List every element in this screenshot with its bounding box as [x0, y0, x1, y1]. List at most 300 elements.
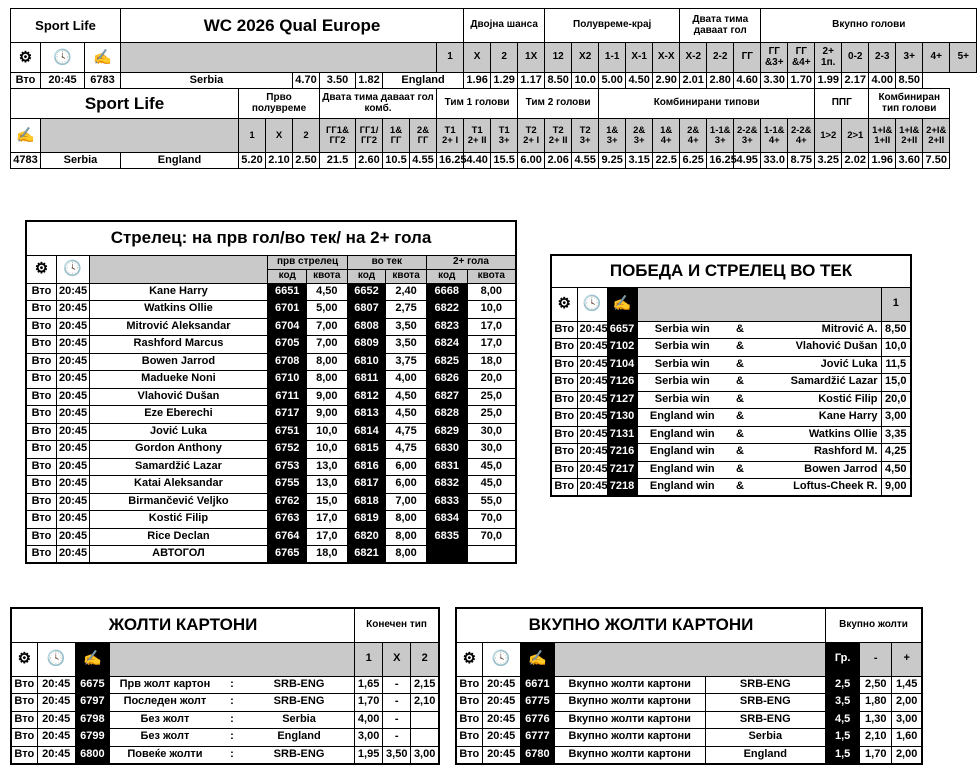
- odds-cell[interactable]: 4.50: [626, 73, 653, 89]
- code-cell: 7216: [607, 444, 637, 462]
- odds-cell[interactable]: 15.5: [491, 153, 518, 169]
- gear-icon: ⚙: [11, 642, 37, 676]
- odds-cell[interactable]: 30,0: [467, 423, 516, 441]
- win-scorer-row: [551, 374, 911, 392]
- separator: :: [220, 676, 244, 694]
- market-header: 2>1: [842, 119, 869, 153]
- day: Вто: [551, 391, 577, 409]
- odds-cell[interactable]: 8,00: [307, 353, 348, 371]
- day: Вто: [26, 318, 56, 336]
- odds-cell[interactable]: 25,0: [467, 388, 516, 406]
- col-x-header: X: [383, 642, 411, 676]
- code-cell: 6671: [520, 676, 554, 694]
- odds-cell[interactable]: 4.40: [464, 153, 491, 169]
- code-cell: 6832: [426, 476, 467, 494]
- odds-cell[interactable]: 1,65: [355, 676, 383, 694]
- ampersand: &: [727, 444, 753, 462]
- odds-cell[interactable]: 8,00: [467, 283, 516, 301]
- ampersand: &: [727, 356, 753, 374]
- market-header: 2-3: [869, 43, 896, 73]
- code-cell: 6775: [520, 694, 554, 712]
- odds-cell[interactable]: 10,0: [307, 441, 348, 459]
- day: Вто: [26, 441, 56, 459]
- odds-cell[interactable]: 4,75: [386, 423, 427, 441]
- code-cell: 6704: [268, 318, 307, 336]
- odds-cell[interactable]: 33.0: [761, 153, 788, 169]
- code-cell: 6818: [347, 493, 386, 511]
- odds-cell[interactable]: -: [383, 676, 411, 694]
- odds-cell[interactable]: [411, 711, 439, 729]
- code-cell: 6827: [426, 388, 467, 406]
- day: Вто: [11, 729, 37, 747]
- ampersand: &: [727, 391, 753, 409]
- player-name: АВТОГОЛ: [89, 546, 268, 564]
- odds-cell[interactable]: 4,75: [386, 441, 427, 459]
- odds-cell[interactable]: 8,00: [307, 371, 348, 389]
- match-name: SRB-ENG: [705, 711, 826, 729]
- yellow-cards-table: [10, 607, 440, 765]
- odds-cell[interactable]: 1,70: [355, 694, 383, 712]
- odds-cell[interactable]: 17,0: [467, 336, 516, 354]
- odds-cell[interactable]: 1.17: [518, 73, 545, 89]
- market-header: 2: [491, 43, 518, 73]
- market-name: Повеќе жолти: [109, 746, 220, 764]
- day: Вто: [26, 301, 56, 319]
- odds-cell[interactable]: 8,00: [386, 511, 427, 529]
- odds-cell[interactable]: [467, 546, 516, 564]
- odds-cell[interactable]: 10,0: [307, 423, 348, 441]
- market-header: 1-1: [599, 43, 626, 73]
- market-header: X: [464, 43, 491, 73]
- time: 20:45: [577, 426, 607, 444]
- odds-cell[interactable]: 3,35: [881, 426, 911, 444]
- day: Вто: [456, 676, 482, 694]
- time: 20:45: [56, 493, 89, 511]
- yellow-row: [11, 694, 439, 712]
- final-label: Конечен тип: [355, 608, 439, 642]
- gear-icon: ⚙: [26, 255, 56, 283]
- day: Вто: [26, 423, 56, 441]
- separator: :: [220, 729, 244, 747]
- odds-cell[interactable]: 6,00: [386, 458, 427, 476]
- scorer-row: [26, 528, 516, 546]
- day: Вто: [551, 339, 577, 357]
- clock-icon: 🕓: [577, 287, 607, 321]
- odds-cell[interactable]: 45,0: [467, 476, 516, 494]
- code-cell: 6811: [347, 371, 386, 389]
- odds-cell[interactable]: 3,50: [386, 336, 427, 354]
- odds-cell[interactable]: 1.96: [869, 153, 896, 169]
- odds-cell[interactable]: 3,00: [355, 729, 383, 747]
- market-header: 2: [293, 119, 320, 153]
- line-cell: 1,5: [826, 746, 860, 764]
- odds-cell[interactable]: 2.06: [545, 153, 572, 169]
- odds-cell[interactable]: 70,0: [467, 528, 516, 546]
- player-name: Rice Declan: [89, 528, 268, 546]
- odds-cell[interactable]: 1,70: [860, 746, 892, 764]
- code-cell: 6708: [268, 353, 307, 371]
- odds-cell[interactable]: 3.60: [896, 153, 923, 169]
- day: Вто: [11, 711, 37, 729]
- team-win: Serbia win: [637, 391, 727, 409]
- win-scorer-row: [551, 461, 911, 479]
- odds-cell[interactable]: 18,0: [307, 546, 348, 564]
- player-name: Kostić Filip: [89, 511, 268, 529]
- odds-cell[interactable]: 5,00: [307, 301, 348, 319]
- odds-cell[interactable]: 2.02: [842, 153, 869, 169]
- market-header: 2& ГГ: [410, 119, 437, 153]
- code-cell: 6813: [347, 406, 386, 424]
- match-name: England: [705, 746, 826, 764]
- scorer-row: [26, 371, 516, 389]
- market-header: Т2 2+ II: [545, 119, 572, 153]
- odds-cell[interactable]: 13,0: [307, 476, 348, 494]
- time: 20:45: [56, 528, 89, 546]
- odds-cell[interactable]: 6,00: [386, 476, 427, 494]
- team-win: Serbia win: [637, 356, 727, 374]
- market-header: 2-2& 4+: [788, 119, 815, 153]
- day: Вто: [551, 461, 577, 479]
- code-cell: 6809: [347, 336, 386, 354]
- odds-cell[interactable]: 55,0: [467, 493, 516, 511]
- match-code: 4783: [11, 153, 41, 169]
- market-header: 1+I& 2+II: [896, 119, 923, 153]
- market-name: Последен жолт: [109, 694, 220, 712]
- odds-cell[interactable]: 9,00: [881, 479, 911, 497]
- odds-cell[interactable]: 1.29: [491, 73, 518, 89]
- odds-cell[interactable]: 10.5: [383, 153, 410, 169]
- match-name: SRB-ENG: [705, 676, 826, 694]
- yellow-row: [11, 676, 439, 694]
- btts-header: Двата тима даваат гол: [680, 9, 761, 43]
- code-cell: [426, 546, 467, 564]
- odds-cell[interactable]: 17,0: [307, 528, 348, 546]
- market-header: 1-1& 4+: [761, 119, 788, 153]
- odds-cell[interactable]: 1,95: [355, 746, 383, 764]
- player-name: Gordon Anthony: [89, 441, 268, 459]
- pencil-icon: ✍: [11, 119, 41, 153]
- code-cell: 6821: [347, 546, 386, 564]
- pencil-icon: ✍: [75, 642, 109, 676]
- odds-cell[interactable]: 25,0: [467, 406, 516, 424]
- odds-cell[interactable]: 4,50: [307, 283, 348, 301]
- time: 20:45: [56, 371, 89, 389]
- total-goals-header: Вкупно голови: [761, 9, 977, 43]
- day: Вто: [456, 694, 482, 712]
- time: 20:45: [577, 479, 607, 497]
- market-header: 2+ 1п.: [815, 43, 842, 73]
- odds-cell[interactable]: 16.25: [437, 153, 464, 169]
- day: Вто: [26, 353, 56, 371]
- odds-cell[interactable]: 4.55: [410, 153, 437, 169]
- code-cell: 6752: [268, 441, 307, 459]
- time: 20:45: [56, 318, 89, 336]
- odds-cell[interactable]: 9.25: [599, 153, 626, 169]
- odds-cell[interactable]: 2,10: [411, 694, 439, 712]
- odds-cell[interactable]: 2,15: [411, 676, 439, 694]
- odds-cell[interactable]: 10,0: [881, 339, 911, 357]
- odds-cell[interactable]: 10,0: [467, 301, 516, 319]
- odds-cell[interactable]: 4,25: [881, 444, 911, 462]
- win-scorer-row: [551, 426, 911, 444]
- odds-cell[interactable]: 11,5: [881, 356, 911, 374]
- market-header: 0-2: [842, 43, 869, 73]
- odds-header: квота: [386, 269, 427, 283]
- code-cell: 6753: [268, 458, 307, 476]
- time: 20:45: [37, 711, 75, 729]
- odds-cell[interactable]: 4,00: [386, 371, 427, 389]
- odds-cell[interactable]: 3,00: [411, 746, 439, 764]
- market-header: 12: [545, 43, 572, 73]
- total-yellow-row: [456, 746, 922, 764]
- odds-cell[interactable]: 8,50: [881, 321, 911, 339]
- odds-cell[interactable]: 3.15: [626, 153, 653, 169]
- odds-cell[interactable]: -: [383, 729, 411, 747]
- group-col-header: Гр.: [826, 642, 860, 676]
- market-header: X: [266, 119, 293, 153]
- time: 20:45: [482, 746, 520, 764]
- code-cell: 6834: [426, 511, 467, 529]
- odds-cell[interactable]: 45,0: [467, 458, 516, 476]
- odds-cell[interactable]: 21.5: [320, 153, 356, 169]
- odds-cell[interactable]: 9,00: [307, 406, 348, 424]
- odds-cell[interactable]: 1,80: [860, 694, 892, 712]
- odds-cell[interactable]: 5.20: [239, 153, 266, 169]
- odds-cell[interactable]: 1.99: [815, 73, 842, 89]
- code-cell: 6657: [607, 321, 637, 339]
- first-scorer-header: прв стрелец: [268, 255, 347, 269]
- odds-cell[interactable]: 2,00: [892, 746, 922, 764]
- day: Вто: [26, 528, 56, 546]
- odds-cell[interactable]: 5.00: [599, 73, 626, 89]
- win-scorer-row: [551, 339, 911, 357]
- code-cell: 6652: [347, 283, 386, 301]
- line-cell: 4,5: [826, 711, 860, 729]
- ppg-header: ППГ: [815, 89, 869, 119]
- code-cell: 6830: [426, 441, 467, 459]
- odds-cell[interactable]: 2,10: [860, 729, 892, 747]
- odds-cell[interactable]: 4.70: [293, 73, 320, 89]
- odds-cell[interactable]: 17,0: [467, 318, 516, 336]
- odds-cell[interactable]: 1.82: [356, 73, 383, 89]
- win-scorer-title: ПОБЕДА И СТРЕЛЕЦ ВО ТЕК: [551, 255, 911, 287]
- odds-cell[interactable]: 18,0: [467, 353, 516, 371]
- odds-cell[interactable]: 4.00: [869, 73, 896, 89]
- scorer-row: [26, 283, 516, 301]
- odds-cell[interactable]: 2.50: [293, 153, 320, 169]
- scorer-row: [26, 546, 516, 564]
- code-cell: 7131: [607, 426, 637, 444]
- odds-cell[interactable]: 22.5: [653, 153, 680, 169]
- player-name: Samardžić Lazar: [753, 374, 881, 392]
- odds-cell[interactable]: 7,00: [307, 336, 348, 354]
- clock-icon: 🕓: [482, 642, 520, 676]
- total-yellow-row: [456, 729, 922, 747]
- odds-cell[interactable]: 2,40: [386, 283, 427, 301]
- win-scorer-row: [551, 409, 911, 427]
- code-cell: 6819: [347, 511, 386, 529]
- win-scorer-row: [551, 444, 911, 462]
- match-name: Serbia: [244, 711, 355, 729]
- time: 20:45: [482, 694, 520, 712]
- scorer-row: [26, 301, 516, 319]
- odds-cell[interactable]: 10.0: [572, 73, 599, 89]
- market-header: 2+I& 2+II: [923, 119, 950, 153]
- total-yellow-label: Вкупно жолти: [826, 608, 922, 642]
- ampersand: &: [727, 479, 753, 497]
- odds-cell[interactable]: 2,00: [892, 694, 922, 712]
- brand-label-2: Sport Life: [11, 89, 239, 119]
- scorer-row: [26, 353, 516, 371]
- time: 20:45: [56, 476, 89, 494]
- player-name: Watkins Ollie: [753, 426, 881, 444]
- code-cell: 6833: [426, 493, 467, 511]
- odds-cell[interactable]: 1,45: [892, 676, 922, 694]
- odds-cell[interactable]: 7,00: [386, 493, 427, 511]
- market-header: 1-1& 3+: [707, 119, 734, 153]
- home-team: Serbia: [41, 153, 121, 169]
- market-header: Т1 3+: [491, 119, 518, 153]
- time: 20:45: [577, 356, 607, 374]
- odds-cell[interactable]: 2,75: [386, 301, 427, 319]
- time: 20:45: [56, 406, 89, 424]
- odds-cell[interactable]: 8.50: [896, 73, 923, 89]
- line-cell: 3,5: [826, 694, 860, 712]
- odds-cell[interactable]: 6.25: [680, 153, 707, 169]
- scorer-row: [26, 493, 516, 511]
- day: Вто: [456, 746, 482, 764]
- code-cell: 6807: [347, 301, 386, 319]
- odds-cell[interactable]: 2.10: [266, 153, 293, 169]
- odds-cell[interactable]: 3,75: [386, 353, 427, 371]
- odds-cell[interactable]: 1,30: [860, 711, 892, 729]
- odds-cell[interactable]: 3.30: [761, 73, 788, 89]
- odds-cell[interactable]: -: [383, 694, 411, 712]
- code-cell: 6799: [75, 729, 109, 747]
- odds-cell[interactable]: -: [383, 711, 411, 729]
- win-scorer-row: [551, 479, 911, 497]
- market-header: 2& 4+: [680, 119, 707, 153]
- odds-cell[interactable]: 2.80: [707, 73, 734, 89]
- odds-cell[interactable]: 1.70: [788, 73, 815, 89]
- market-header: ГГ &3+: [761, 43, 788, 73]
- odds-cell[interactable]: 3,00: [892, 711, 922, 729]
- day: Вто: [26, 283, 56, 301]
- total-yellow-table: [455, 607, 923, 765]
- code-cell: 6831: [426, 458, 467, 476]
- market-header: 2-2& 3+: [734, 119, 761, 153]
- odds-cell[interactable]: 4,50: [386, 406, 427, 424]
- time: 20:45: [56, 511, 89, 529]
- odds-cell[interactable]: 4,00: [355, 711, 383, 729]
- competition-title: WC 2026 Qual Europe: [121, 9, 464, 43]
- odds-cell[interactable]: 6.00: [518, 153, 545, 169]
- odds-cell[interactable]: 2.17: [842, 73, 869, 89]
- odds-cell[interactable]: 15,0: [307, 493, 348, 511]
- market-header: 1& 3+: [599, 119, 626, 153]
- under-col-header: -: [860, 642, 892, 676]
- odds-cell[interactable]: 7,00: [307, 318, 348, 336]
- time: 20:45: [577, 409, 607, 427]
- odds-cell[interactable]: 8.50: [545, 73, 572, 89]
- odds-cell[interactable]: 17,0: [307, 511, 348, 529]
- odds-cell[interactable]: 16.25: [707, 153, 734, 169]
- odds-cell[interactable]: 2.01: [680, 73, 707, 89]
- odds-cell[interactable]: 8,00: [386, 546, 427, 564]
- odds-cell[interactable]: 2.60: [356, 153, 383, 169]
- player-name: Jović Luka: [89, 423, 268, 441]
- odds-cell[interactable]: 20,0: [881, 391, 911, 409]
- odds-cell[interactable]: 7.50: [923, 153, 950, 169]
- day: Вто: [551, 321, 577, 339]
- odds-cell[interactable]: 8.75: [788, 153, 815, 169]
- ampersand: &: [727, 426, 753, 444]
- time: 20:45: [577, 391, 607, 409]
- code-cell: 7127: [607, 391, 637, 409]
- odds-cell[interactable]: [411, 729, 439, 747]
- odds-cell[interactable]: 3.50: [320, 73, 356, 89]
- odds-cell[interactable]: 4,50: [386, 388, 427, 406]
- odds-cell[interactable]: 2,50: [860, 676, 892, 694]
- odds-cell[interactable]: 3,00: [881, 409, 911, 427]
- odds-cell[interactable]: 4.55: [572, 153, 599, 169]
- market-header: 1: [437, 43, 464, 73]
- odds-cell[interactable]: 15,0: [881, 374, 911, 392]
- odds-cell[interactable]: 4.95: [734, 153, 761, 169]
- market-name: Вкупно жолти картони: [554, 676, 705, 694]
- day: Вто: [551, 356, 577, 374]
- clock-icon: 🕓: [37, 642, 75, 676]
- header-blank: [109, 642, 354, 676]
- code-cell: 7104: [607, 356, 637, 374]
- code-cell: 6668: [426, 283, 467, 301]
- total-yellow-row: [456, 694, 922, 712]
- code-cell: 6820: [347, 528, 386, 546]
- code-cell: 6711: [268, 388, 307, 406]
- code-cell: 6815: [347, 441, 386, 459]
- market-header: 1X: [518, 43, 545, 73]
- team-win: England win: [637, 409, 727, 427]
- odds-cell[interactable]: 4.60: [734, 73, 761, 89]
- time: 20:45: [37, 729, 75, 747]
- separator: :: [220, 711, 244, 729]
- odds-cell[interactable]: 3,50: [383, 746, 411, 764]
- odds-cell[interactable]: 20,0: [467, 371, 516, 389]
- odds-cell[interactable]: 70,0: [467, 511, 516, 529]
- odds-cell[interactable]: 2.90: [653, 73, 680, 89]
- odds-cell[interactable]: 1.96: [464, 73, 491, 89]
- pencil-icon: ✍: [85, 43, 121, 73]
- player-name: Rashford M.: [753, 444, 881, 462]
- odds-cell[interactable]: 30,0: [467, 441, 516, 459]
- market-header: ГГ &4+: [788, 43, 815, 73]
- odds-cell[interactable]: 9,00: [307, 388, 348, 406]
- code-cell: 6717: [268, 406, 307, 424]
- odds-cell[interactable]: 3.25: [815, 153, 842, 169]
- odds-cell[interactable]: 13,0: [307, 458, 348, 476]
- odds-cell[interactable]: 1,60: [892, 729, 922, 747]
- time: 20:45: [482, 729, 520, 747]
- day: Вто: [26, 371, 56, 389]
- odds-cell[interactable]: 8,00: [386, 528, 427, 546]
- odds-cell[interactable]: 3,50: [386, 318, 427, 336]
- code-cell: 6835: [426, 528, 467, 546]
- code-cell: 6777: [520, 729, 554, 747]
- pencil-icon: ✍: [520, 642, 554, 676]
- market-header: ГГ1/ ГГ2: [356, 119, 383, 153]
- odds-cell[interactable]: 4,50: [881, 461, 911, 479]
- player-name: Mitrović Aleksandar: [89, 318, 268, 336]
